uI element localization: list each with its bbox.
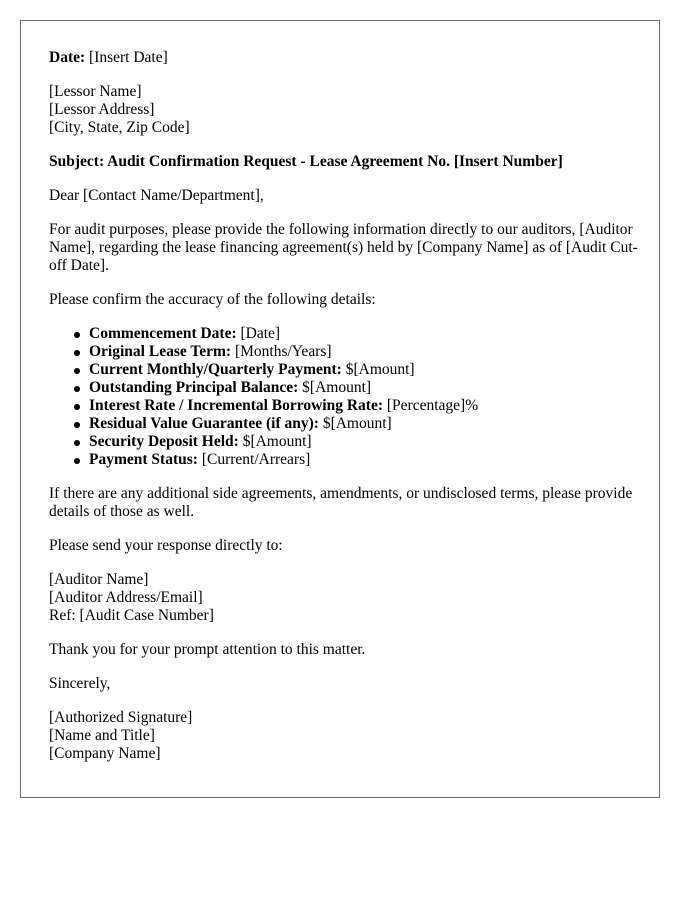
auditor-address: [Auditor Address/Email] (49, 589, 203, 606)
subject-line: Subject: Audit Confirmation Request - Lease Agreement No. [Insert Number] (49, 153, 563, 170)
detail-label: Current Monthly/Quarterly Payment: (89, 361, 342, 378)
additional-paragraph: If there are any additional side agreements, amendments, or undisclosed terms, please provide details of those as well. (49, 485, 633, 520)
letter-content (49, 49, 639, 779)
date-value: [Insert Date] (89, 49, 168, 66)
letter-page (20, 20, 660, 798)
detail-label: Payment Status: (89, 451, 198, 468)
bullet-icon (74, 458, 80, 464)
send-prompt: Please send your response directly to: (49, 537, 283, 554)
detail-label: Interest Rate / Incremental Borrowing Rate: (89, 397, 384, 414)
detail-label: Residual Value Guarantee (if any): (89, 415, 319, 432)
lessor-name: [Lessor Name] (49, 83, 142, 100)
closing-line: Sincerely, (49, 675, 111, 692)
list-item (89, 415, 639, 433)
detail-label: Original Lease Term: (89, 343, 232, 360)
details-list (49, 325, 639, 469)
detail-value: [Current/Arrears] (201, 451, 311, 468)
signer-name-title: [Name and Title] (49, 727, 155, 744)
detail-label: Security Deposit Held: (89, 433, 239, 450)
auditor-address-block (49, 571, 639, 625)
bullet-icon (74, 332, 80, 338)
auditor-name: [Auditor Name] (49, 571, 149, 588)
thanks-line: Thank you for your prompt attention to this matter. (49, 641, 366, 658)
salutation: Dear [Contact Name/Department], (49, 187, 264, 204)
list-item (89, 433, 639, 451)
detail-value: [Date] (240, 325, 281, 342)
detail-value: [Months/Years] (234, 343, 332, 360)
confirm-prompt: Please confirm the accuracy of the following details: (49, 291, 376, 308)
bullet-icon (74, 404, 80, 410)
bullet-icon (74, 368, 80, 374)
list-item (89, 343, 639, 361)
detail-label: Commencement Date: (89, 325, 237, 342)
list-item (89, 451, 639, 469)
detail-value: $[Amount] (345, 361, 415, 378)
detail-label: Outstanding Principal Balance: (89, 379, 299, 396)
date-line (49, 49, 639, 67)
date-label: Date: (49, 49, 86, 66)
signer-company: [Company Name] (49, 745, 161, 762)
bullet-icon (74, 422, 80, 428)
intro-paragraph: For audit purposes, please provide the following information directly to our auditors, [Auditor Name], regarding the lease financing agreement(s) held by [Company Name] as of [Audit Cut-off Date]. (49, 221, 638, 274)
detail-value: $[Amount] (242, 433, 312, 450)
bullet-icon (74, 350, 80, 356)
bullet-icon (74, 440, 80, 446)
signature-block (49, 709, 639, 763)
list-item (89, 379, 639, 397)
detail-value: [Percentage]% (386, 397, 479, 414)
bullet-icon (74, 386, 80, 392)
audit-reference: Ref: [Audit Case Number] (49, 607, 214, 624)
list-item (89, 397, 639, 415)
lessor-city: [City, State, Zip Code] (49, 119, 190, 136)
lessor-address-block (49, 83, 639, 137)
detail-value: $[Amount] (322, 415, 392, 432)
authorized-signature: [Authorized Signature] (49, 709, 193, 726)
lessor-address: [Lessor Address] (49, 101, 155, 118)
list-item (89, 361, 639, 379)
detail-value: $[Amount] (302, 379, 372, 396)
list-item (89, 325, 639, 343)
